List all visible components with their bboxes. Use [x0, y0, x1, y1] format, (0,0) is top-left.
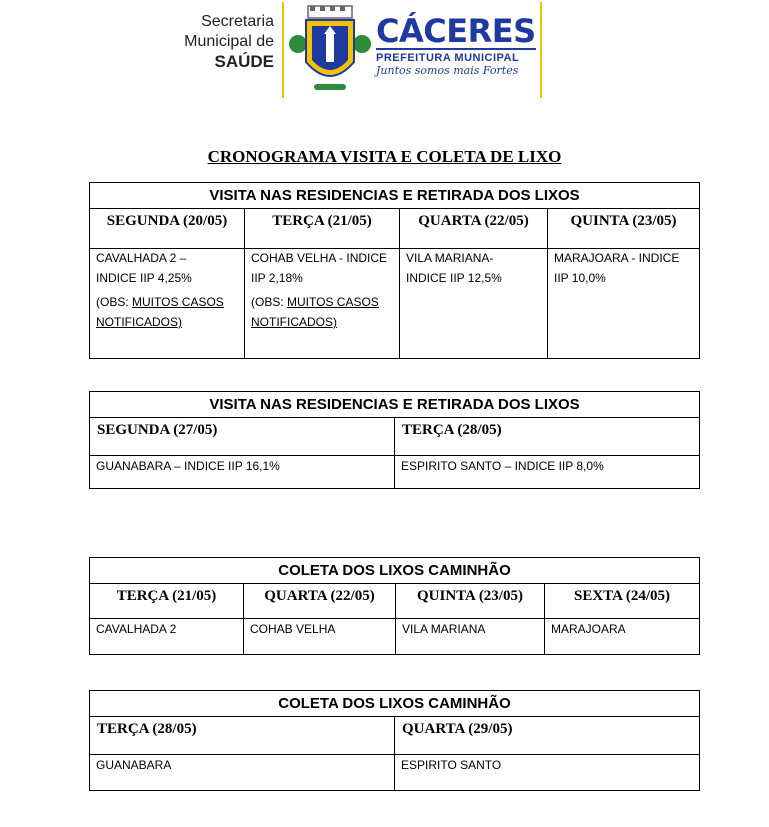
cell-line: ESPIRITO SANTO — [401, 758, 502, 772]
table-cell — [395, 456, 700, 489]
day-header: QUARTA (22/05) — [244, 584, 396, 619]
cell-line: MARAJOARA — [551, 622, 626, 636]
secretaria-label — [150, 12, 274, 72]
city-name: CÁCERES — [376, 12, 536, 50]
table-title: VISITA NAS RESIDENCIAS E RETIRADA DOS LIXOS — [90, 183, 700, 209]
day-header: TERÇA (21/05) — [245, 209, 400, 249]
cell-line: ESPIRITO SANTO – INDICE IIP 8,0% — [401, 459, 604, 473]
day-header: QUINTA (23/05) — [548, 209, 700, 249]
brand-block — [376, 14, 536, 78]
table-cell — [90, 456, 395, 489]
day-header: TERÇA (28/05) — [395, 418, 700, 456]
obs-note: NOTIFICADOS) — [251, 315, 337, 329]
obs-label: (OBS: — [96, 295, 133, 309]
table-cell — [396, 619, 545, 655]
divider-right — [540, 2, 542, 98]
city-crest-icon — [288, 4, 372, 94]
prefeitura-label: PREFEITURA MUNICIPAL — [376, 48, 536, 64]
table-cell — [395, 755, 700, 791]
cell-line: VILA MARIANA — [402, 622, 486, 636]
cell-line: GUANABARA – INDICE IIP 16,1% — [96, 459, 280, 473]
day-header: QUARTA (22/05) — [400, 209, 548, 249]
obs-note: MUITOS CASOS — [287, 295, 379, 309]
day-header: SEGUNDA (27/05) — [90, 418, 395, 456]
cell-line: GUANABARA — [96, 758, 172, 772]
cell-line: CAVALHADA 2 – — [96, 251, 187, 265]
table-cell — [90, 249, 245, 359]
table-cell — [548, 249, 700, 359]
secretaria-line-3: SAÚDE — [214, 52, 274, 71]
cell-line: MARAJOARA - INDICE — [554, 251, 680, 265]
table-cell — [545, 619, 700, 655]
collection-table-week-2 — [89, 690, 700, 791]
secretaria-line-2: Municipal de — [184, 33, 274, 50]
divider-left — [282, 2, 284, 98]
table-cell — [90, 755, 395, 791]
cell-line: COHAB VELHA - INDICE — [251, 251, 388, 265]
cell-line: INDICE IIP 12,5% — [406, 271, 502, 285]
day-header: SEXTA (24/05) — [545, 584, 700, 619]
table-title: COLETA DOS LIXOS CAMINHÃO — [90, 558, 700, 584]
secretaria-line-1: Secretaria — [201, 13, 274, 30]
visit-table-week-1 — [89, 182, 700, 359]
table-cell — [400, 249, 548, 359]
letterhead — [0, 0, 769, 100]
obs-note: NOTIFICADOS) — [96, 315, 182, 329]
cell-line: IIP 10,0% — [554, 271, 606, 285]
table-cell — [244, 619, 396, 655]
table-cell — [90, 619, 244, 655]
table-title: VISITA NAS RESIDENCIAS E RETIRADA DOS LIXOS — [90, 392, 700, 418]
collection-table-week-1 — [89, 557, 700, 655]
table-cell — [245, 249, 400, 359]
day-header: SEGUNDA (20/05) — [90, 209, 245, 249]
slogan: Juntos somos mais Fortes — [376, 64, 519, 77]
cell-line: CAVALHADA 2 — [96, 622, 177, 636]
table-title: COLETA DOS LIXOS CAMINHÃO — [90, 691, 700, 717]
page-title: CRONOGRAMA VISITA E COLETA DE LIXO — [207, 147, 562, 166]
cell-line: VILA MARIANA- — [406, 251, 494, 265]
visit-table-week-2 — [89, 391, 700, 489]
cell-line: IIP 2,18% — [251, 271, 303, 285]
day-header: TERÇA (28/05) — [90, 717, 395, 755]
day-header: QUINTA (23/05) — [396, 584, 545, 619]
obs-label: (OBS: — [251, 295, 288, 309]
day-header: QUARTA (29/05) — [395, 717, 700, 755]
day-header: TERÇA (21/05) — [90, 584, 244, 619]
obs-note: MUITOS CASOS — [132, 295, 224, 309]
cell-line: INDICE IIP 4,25% — [96, 271, 192, 285]
cell-line: COHAB VELHA — [250, 622, 336, 636]
